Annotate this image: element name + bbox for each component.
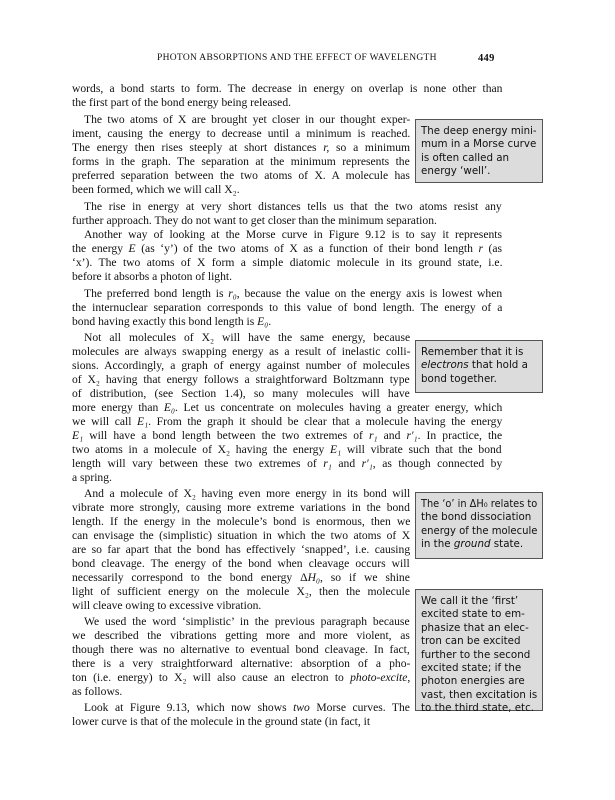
body-line: though there was no alternative to eventual bond cleavage. In fact,: [72, 643, 410, 656]
body-line: Not all molecules of X₂ will have the same energy, because: [84, 331, 411, 344]
margin-note-line: vast, then excitation is: [421, 688, 538, 701]
body-line: vibrate more strongly, causing more extreme variations in the bond: [72, 501, 410, 514]
running-title: PHOTON ABSORPTIONS AND THE EFFECT OF WAVELENGTH: [157, 53, 437, 63]
margin-note-line: energy of the molecule: [421, 524, 538, 537]
margin-note-line: energy ‘well’.: [421, 165, 491, 178]
body-line: We used the word ‘simplistic’ in the previous paragraph because: [84, 615, 410, 628]
body-line: of distribution, (see Section 1.4), so many molecules will have: [72, 387, 410, 400]
margin-note: [415, 119, 543, 183]
body-line: molecules are always swapping energy as a result of inelastic colli-: [72, 345, 411, 358]
body-line: length will vary between these two extremes of r₁ and r′₁, as though connected by: [72, 457, 503, 470]
body-line: of X₂ having that energy follows a straightforward Boltzmann type: [72, 373, 410, 386]
body-line: forms in the graph. The separation at the minimum represents the: [72, 155, 410, 168]
margin-note-line: is often called an: [421, 151, 510, 164]
body-line: bond having exactly this bond length is E₀.: [72, 315, 272, 328]
body-line: The energy then rises steeply at short distances r, so a minimum: [72, 141, 411, 154]
margin-note-line: to the third state, etc.: [421, 702, 535, 715]
body-line: we described the vibrations getting more and more violent, as: [72, 629, 410, 642]
running-header: [0, 53, 615, 67]
body-line: preferred separation between the two atoms of X. A molecule has: [72, 169, 410, 182]
body-line: more energy than E₀. Let us concentrate on molecules having a greater energy, which: [72, 401, 503, 414]
body-line: iment, causing the energy to decrease until a minimum is reached.: [72, 127, 411, 140]
body-line: are so far apart that the bond has effectively ‘snapped’, i.e. causing: [72, 543, 411, 556]
body-line: And a molecule of X₂ having even more energy in its bond will: [84, 487, 411, 500]
body-line: sions. Accordingly, a graph of energy against number of molecules: [72, 359, 410, 372]
margin-note-line: Remember that it is: [421, 346, 524, 358]
margin-note-line: electrons that hold a: [421, 359, 528, 372]
margin-note-line: bond together.: [421, 372, 497, 385]
margin-note: [415, 492, 543, 559]
body-line: Another way of looking at the Morse curve in Figure 9.12 is to say it represents: [84, 228, 502, 241]
body-line: Look at Figure 9.13, which now shows two Morse curves. The: [84, 701, 410, 714]
margin-note-line: tron can be excited: [421, 635, 521, 648]
margin-note-line: The deep energy mini-: [421, 125, 537, 137]
body-line: two atoms in a molecule of X₂ having the energy E₁ will vibrate such that the bond: [72, 443, 502, 456]
margin-note-line: excited state; if the: [421, 662, 522, 675]
body-line: length. If the energy in the molecule’s bond is enormous, then we: [72, 515, 411, 528]
margin-note: [415, 589, 543, 715]
margin-note-line: photon energies are: [421, 675, 525, 688]
body-line: ‘x’). The two atoms of X form a simple diatomic molecule in its ground state, i.e.: [72, 256, 503, 269]
body-line: The preferred bond length is r₀, because the value on the energy axis is lowest when: [84, 287, 503, 300]
body-line: can envisage the (simplistic) situation in which the two atoms of X: [72, 529, 411, 542]
body-line: the energy E (as ‘y’) of the two atoms of X as a function of their bond length r (as: [72, 242, 503, 255]
body-line: words, a bond starts to form. The decrease in energy on overlap is none other than: [72, 82, 503, 95]
body-line: before it absorbs a photon of light.: [72, 270, 233, 283]
body-line: as follows.: [72, 685, 123, 698]
body-line: The rise in energy at very short distances tells us that the two atoms resist any: [84, 200, 502, 213]
margin-note-line: in the ground state.: [421, 538, 524, 551]
body-line: been formed, which we will call X₂.: [72, 183, 240, 196]
margin-note-line: We call it the ‘first’: [421, 595, 519, 607]
body-line: ton (i.e. energy) to X₂ will also cause an electron to photo-excite,: [72, 671, 411, 684]
margin-note-line: excited state to em-: [421, 608, 525, 621]
body-line: the first part of the bond energy being released.: [72, 96, 292, 109]
body-line: necessarily correspond to the bond energy ΔH₀, so if we shine: [72, 571, 410, 584]
margin-note-line: phasize that an elec-: [421, 621, 529, 634]
body-line: the internuclear separation corresponds to this value of bond length. The energy of a: [72, 301, 503, 314]
body-line: will cleave owing to excessive vibration.: [72, 599, 262, 612]
body-line: lower curve is that of the molecule in the ground state (in fact, it: [72, 715, 371, 728]
body-line: there is a very straightforward alternative: absorption of a pho-: [72, 657, 411, 670]
margin-note-line: the bond dissociation: [421, 511, 532, 524]
margin-note: [415, 340, 543, 393]
body-line: E₁ will have a bond length between the two extremes of r₁ and r′₁. In practice, the: [72, 429, 503, 442]
margin-note-line: further to the second: [421, 648, 531, 661]
page-number: 449: [478, 53, 495, 64]
body-line: light of sufficient energy on the molecule X₂, then the molecule: [72, 585, 410, 598]
body-line: we will call E₁. From the graph it should be clear that a molecule having the energy: [72, 415, 503, 428]
body-line: The two atoms of X are brought yet closer in our thought exper-: [84, 113, 411, 126]
body-line: a spring.: [72, 471, 112, 484]
body-line: further approach. They do not want to get closer than the minimum separation.: [72, 214, 437, 227]
margin-note-line: mum in a Morse curve: [421, 138, 537, 151]
body-line: bond cleavage. The energy of the bond when cleavage occurs will: [72, 557, 410, 570]
margin-note-line: The ‘o’ in ΔH₀ relates to: [421, 498, 538, 510]
